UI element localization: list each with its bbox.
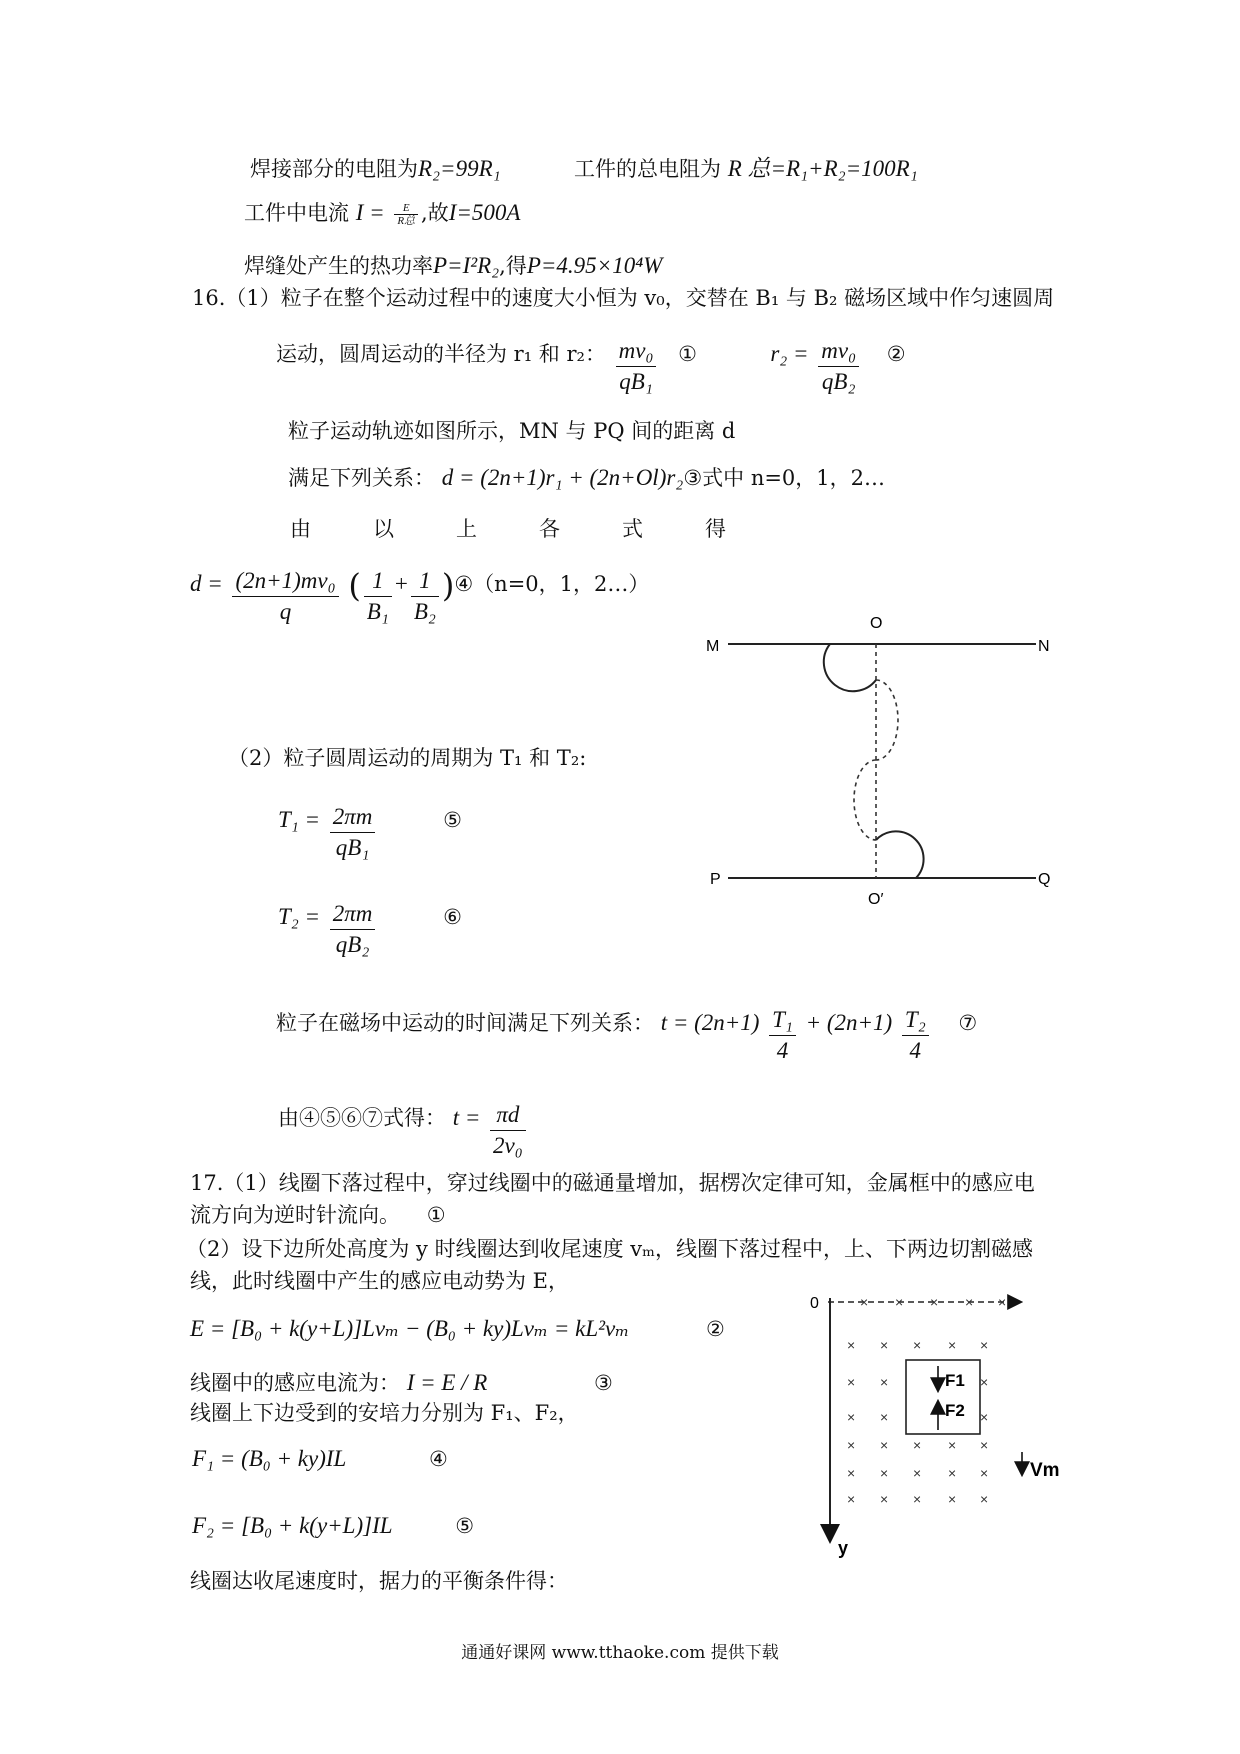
coil-field-figure (800, 1290, 1070, 1560)
label-O: O (870, 615, 883, 632)
formula-P-value: P=4.95×10⁴W (526, 253, 663, 278)
text: 满足下列关系： (288, 466, 435, 490)
text: 工件中电流 (244, 201, 349, 225)
marker: ③ (594, 1371, 613, 1395)
label-N: N (1038, 638, 1050, 655)
label-y: y (838, 1538, 849, 1558)
marker: ⑦ (958, 1011, 978, 1035)
svg-text:×: × (913, 1491, 922, 1507)
svg-text:×: × (913, 1437, 922, 1453)
page-footer: 通通好课网 www.tthaoke.com 提供下载 (461, 1643, 779, 1663)
label-F1: F1 (945, 1371, 965, 1390)
formula-I-ER: I = E / R (406, 1370, 488, 1395)
svg-text:×: × (880, 1337, 889, 1353)
trajectory-figure (700, 608, 1060, 908)
svg-text:×: × (980, 1491, 989, 1507)
fraction-d: $\frac{\text{(2n+1)mv₀}}{q}$ (232, 566, 338, 627)
marker: ③ (683, 466, 703, 490)
fraction-1-B1: $\frac{1}{\text{B₁}}$ (364, 566, 392, 627)
field-crosses (847, 1294, 1006, 1507)
svg-text:×: × (847, 1465, 856, 1481)
char: 式 (622, 517, 643, 541)
fraction-t-final: $\frac{\pi d}{\text{2v₀}}$ (490, 1100, 526, 1161)
char: 由 (290, 517, 311, 541)
p17-F2 (192, 1513, 474, 1539)
svg-text:×: × (847, 1409, 856, 1425)
marker: ② (886, 342, 906, 366)
formula-I: I = (355, 200, 385, 225)
fraction-T1: $\frac{2\pi m}{\text{qB₁}}$ (330, 802, 376, 863)
line-resistance (250, 156, 918, 182)
formula-t-final-lhs: t = (452, 1105, 481, 1130)
paren: ) (441, 566, 455, 605)
fraction-r1: $\frac{\text{mv₀}}{\text{qB₁}}$ (616, 336, 657, 397)
p16-radius-line (276, 336, 906, 397)
text: 焊缝处产生的热功率 (244, 254, 433, 278)
label-vm: Vm (1030, 1460, 1060, 1481)
p17-line1: 17.（1）线圈下落过程中，穿过线圈中的磁通量增加，据楞次定律可知，金属框中的感应电 (190, 1171, 1035, 1195)
p17-line4: 线，此时线圈中产生的感应电动势为 E， (190, 1269, 570, 1293)
svg-text:×: × (913, 1337, 922, 1353)
plus: + (394, 571, 408, 596)
text: 流方向为逆时针流向。 (190, 1203, 400, 1227)
fraction-T2: $\frac{2\pi m}{\text{qB₂}}$ (330, 899, 376, 960)
fraction-T1-4: $\frac{\text{T₁}}{4}$ (769, 1005, 796, 1066)
formula-E: E = [B₀ + k(y+L)]Lvₘ − (B₀ + ky)Lvₘ = kL²vₘ (190, 1316, 630, 1341)
label-M: M (706, 638, 720, 655)
formula-r2: R₂=99R₁ (418, 156, 501, 181)
p16-intro: 16.（1）粒子在整个运动过程中的速度大小恒为 v₀，交替在 B₁ 与 B₂ 磁场区域中作匀速圆周 (192, 286, 1055, 310)
svg-text:×: × (847, 1437, 856, 1453)
text: ,得 (499, 254, 527, 278)
marker: ⑥ (443, 905, 462, 929)
svg-text:×: × (980, 1437, 989, 1453)
fraction-1-B2: $\frac{1}{\text{B₂}}$ (411, 566, 439, 627)
marker: ⑤ (443, 808, 462, 832)
svg-text:×: × (880, 1374, 889, 1390)
text: 线圈中的感应电流为： (190, 1371, 400, 1395)
svg-text:×: × (948, 1437, 957, 1453)
formula-r2-lhs: r₂ = (770, 341, 809, 366)
p17-force-intro: 线圈上下边受到的安培力分别为 F₁、F₂， (190, 1401, 579, 1425)
marker: ① (678, 342, 697, 366)
svg-text:×: × (980, 1409, 989, 1425)
line-current (244, 200, 520, 227)
svg-text:×: × (880, 1491, 889, 1507)
formula-T1-lhs: T₁ = (278, 807, 321, 832)
svg-text:×: × (880, 1465, 889, 1481)
formula-t-mid: + (2n+1) (805, 1010, 893, 1035)
label-F2: F2 (945, 1401, 965, 1420)
p17-E-eq (190, 1316, 725, 1342)
text: 由④⑤⑥⑦式得： (278, 1106, 446, 1130)
p16-spread-line (290, 516, 788, 542)
char: 各 (539, 517, 560, 541)
text: 运动，圆周运动的半径为 r₁ 和 r₂： (276, 342, 606, 366)
svg-text:×: × (980, 1374, 989, 1390)
formula-d-lhs: d = (190, 571, 223, 596)
fraction-r2: $\frac{\text{mv₀}}{\text{qB₂}}$ (818, 336, 859, 397)
marker: ④ (454, 572, 474, 596)
text: 焊接部分的电阻为 (250, 157, 418, 181)
p16-time-line (276, 1005, 977, 1066)
svg-text:×: × (948, 1465, 957, 1481)
text: （n=0，1，2…） (473, 572, 650, 596)
p17-current (190, 1370, 613, 1396)
formula-P: P=I²R₂ (433, 253, 500, 278)
marker: ② (706, 1317, 725, 1341)
svg-text:×: × (880, 1437, 889, 1453)
label-P: P (710, 871, 721, 888)
svg-text:×: × (847, 1491, 856, 1507)
svg-text:×: × (847, 1337, 856, 1353)
p16-trajectory-text: 粒子运动轨迹如图所示，MN 与 PQ 间的距离 d (288, 419, 736, 443)
formula-t-lhs: t = (2n+1) (660, 1010, 760, 1035)
formula-T2-lhs: T₂ = (278, 904, 321, 929)
svg-text:×: × (913, 1465, 922, 1481)
marker: ⑤ (455, 1514, 475, 1538)
label-O-prime: O′ (868, 891, 884, 908)
svg-text:×: × (998, 1294, 1007, 1310)
formula-rtotal: R 总=R₁+R₂=100R₁ (727, 156, 918, 181)
formula-I-value: I=500A (448, 200, 521, 225)
svg-text:×: × (980, 1465, 989, 1481)
p17-balance: 线圈达收尾速度时，据力的平衡条件得： (190, 1569, 568, 1593)
formula-F1: F₁ = (B₀ + ky)IL (192, 1446, 347, 1471)
p17-line2 (190, 1202, 446, 1228)
p16-relation-line (288, 465, 885, 491)
label-zero: 0 (810, 1295, 819, 1312)
marker: ④ (429, 1447, 448, 1471)
marker: ① (426, 1203, 446, 1227)
p16-final (278, 1100, 529, 1161)
formula-F2: F₂ = [B₀ + k(y+L)]IL (192, 1513, 393, 1538)
svg-text:×: × (965, 1294, 974, 1310)
p16-T1 (278, 802, 462, 863)
svg-text:×: × (948, 1337, 957, 1353)
p16-d-formula (190, 566, 649, 627)
text: 式中 n=0，1，2… (702, 466, 886, 490)
text: 粒子在磁场中运动的时间满足下列关系： (276, 1011, 654, 1035)
p17-F1 (192, 1446, 448, 1472)
svg-text:×: × (847, 1374, 856, 1390)
p17-line3: （2）设下边所处高度为 y 时线圈达到收尾速度 vₘ，线圈下落过程中，上、下两边切割磁感 (186, 1237, 1033, 1261)
svg-text:×: × (880, 1409, 889, 1425)
svg-text:×: × (895, 1294, 904, 1310)
fraction-T2-4: $\frac{\text{T₂}}{4}$ (902, 1005, 929, 1066)
char: 上 (456, 517, 477, 541)
svg-text:×: × (860, 1294, 869, 1310)
char: 得 (705, 517, 726, 541)
p16-period-intro: （2）粒子圆周运动的周期为 T₁ 和 T₂: (228, 746, 587, 770)
text: 工件的总电阻为 (574, 157, 721, 181)
paren: ( (348, 566, 361, 605)
svg-text:×: × (980, 1337, 989, 1353)
p16-T2 (278, 899, 462, 960)
formula-d-relation: d = (2n+1)r₁ + (2n+Ol)r₂ (441, 465, 684, 490)
text: ,故 (421, 201, 449, 225)
char: 以 (373, 517, 394, 541)
label-Q: Q (1038, 871, 1051, 888)
line-heat-power (244, 253, 662, 279)
svg-text:×: × (930, 1294, 939, 1310)
fraction-E-R: $\frac{E}{\text{R总}}$ (394, 202, 418, 227)
svg-text:×: × (948, 1491, 957, 1507)
